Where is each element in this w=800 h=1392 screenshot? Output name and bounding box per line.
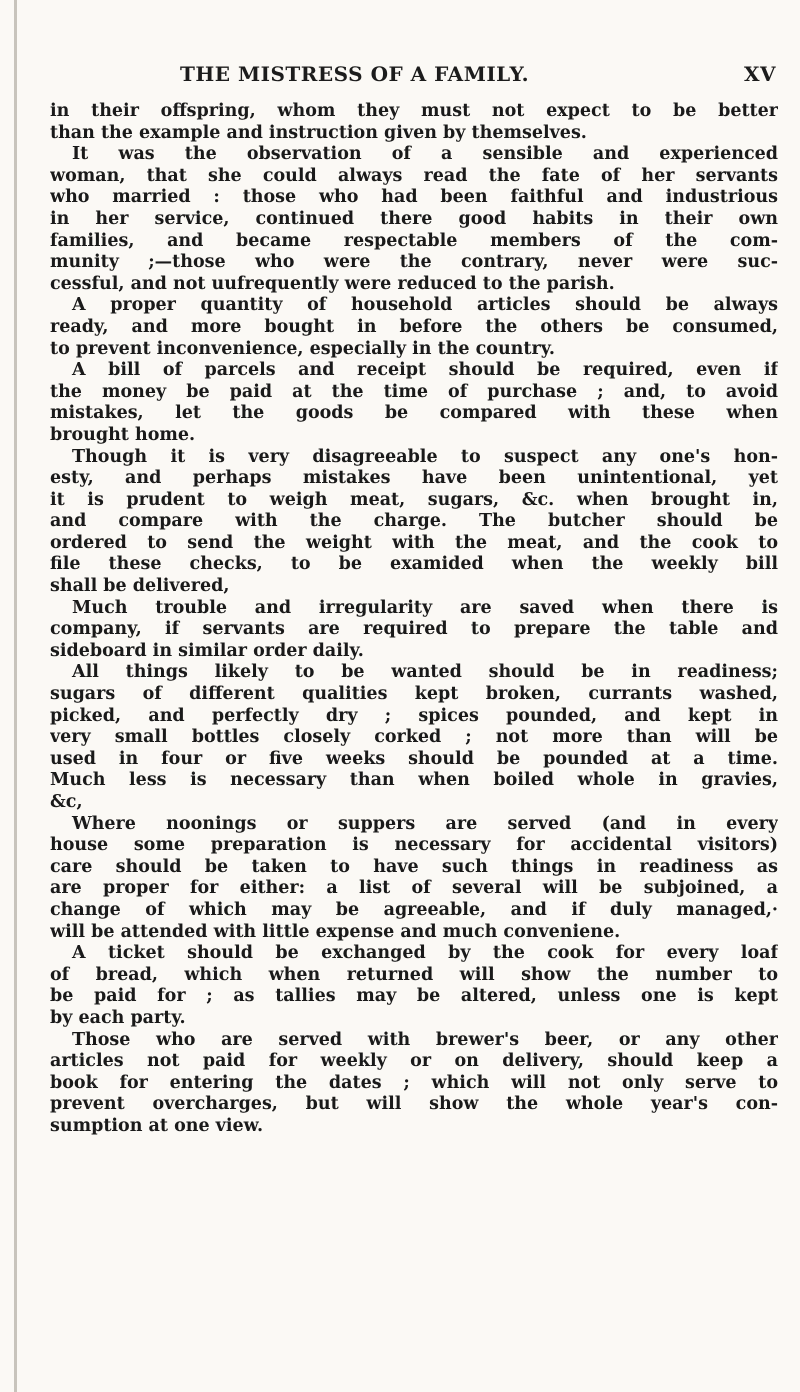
text-line: munity ;—those who were the contrary, never were suc- [50, 252, 778, 273]
text-line: sideboard in similar order daily. [50, 640, 364, 661]
text-line: A bill of parcels and receipt should be required, even if [72, 360, 778, 381]
text-line: prevent overcharges, but will show the whole year's con- [50, 1094, 778, 1115]
text-line: All things likely to be wanted should be in readiness; [72, 662, 778, 683]
text-line: than the example and instruction given by themselves. [50, 122, 587, 143]
running-head [90, 62, 780, 86]
page-number: XV [743, 62, 776, 86]
text-line: in her service, continued there good habits in their own [50, 208, 778, 229]
text-line: house some preparation is necessary for accidental visitors) [50, 835, 778, 856]
text-line: mistakes, let the goods be compared with these when [50, 403, 778, 424]
text-line: by each party. [50, 1007, 186, 1028]
text-line: brought home. [50, 424, 196, 445]
text-line: will be attended with little expense and much conveniene. [50, 921, 621, 942]
text-line: Though it is very disagreeable to suspect any one's hon- [72, 446, 778, 467]
text-line: are proper for either: a list of several will be subjoined, a [50, 878, 778, 899]
text-line: A ticket should be exchanged by the cook for every loaf [72, 943, 778, 964]
text-line: file these checks, to be examided when the weekly bill [50, 554, 778, 575]
text-line: to prevent inconvenience, especially in the country. [50, 338, 555, 359]
text-line: care should be taken to have such things in readiness as [50, 856, 778, 877]
text-line: It was the observation of a sensible and experienced [72, 144, 778, 165]
text-line: book for entering the dates ; which will not only serve to [50, 1072, 778, 1093]
text-line: families, and became respectable members of the com- [50, 230, 778, 251]
text-line: sumption at one view. [50, 1115, 264, 1136]
text-line: A proper quantity of household articles should be always [72, 295, 778, 316]
text-line: in their offspring, whom they must not expect to be better [50, 101, 778, 121]
text-line: Those who are served with brewer's beer, or any other [72, 1029, 778, 1050]
text-line: picked, and perfectly dry ; spices pounded, and kept in [50, 705, 778, 726]
text-line: ready, and more bought in before the others be consumed, [50, 316, 778, 337]
text-line: company, if servants are required to prepare the table and [50, 619, 778, 640]
text-line: the money be paid at the time of purchase ; and, to avoid [50, 381, 778, 402]
text-line: change of which may be agreeable, and if duly managed,· [50, 899, 778, 920]
text-line: &c, [50, 792, 83, 812]
body-text [50, 101, 778, 1138]
text-line: Much trouble and irregularity are saved when there is [72, 597, 778, 618]
text-line: cessful, and not uufrequently were reduced to the parish. [50, 273, 615, 294]
text-line: Where noonings or suppers are served (and in every [72, 813, 778, 834]
text-line: it is prudent to weigh meat, sugars, &c. when brought in, [50, 489, 778, 510]
text-line: Much less is necessary than when boiled whole in gravies, [50, 770, 778, 791]
text-line: of bread, which when returned will show the number to [50, 964, 778, 985]
text-line: articles not paid for weekly or on delivery, should keep a [50, 1051, 778, 1072]
page-gutter-edge [14, 0, 17, 1392]
text-line: esty, and perhaps mistakes have been unintentional, yet [50, 468, 778, 489]
text-line: very small bottles closely corked ; not more than will be [50, 727, 778, 748]
text-line: sugars of different qualities kept broken, currants washed, [50, 684, 778, 705]
text-line: and compare with the charge. The butcher should be [50, 511, 778, 532]
text-line: woman, that she could always read the fate of her servants [50, 165, 778, 186]
text-line: be paid for ; as tallies may be altered, unless one is kept [50, 986, 778, 1007]
text-line: who married : those who had been faithful and industrious [50, 187, 778, 208]
running-head-title: THE MISTRESS OF A FAMILY. [180, 62, 530, 86]
text-line: used in four or five weeks should be pounded at a time. [50, 748, 778, 769]
text-line: ordered to send the weight with the meat, and the cook to [50, 532, 778, 553]
text-line: shall be delivered, [50, 576, 230, 597]
